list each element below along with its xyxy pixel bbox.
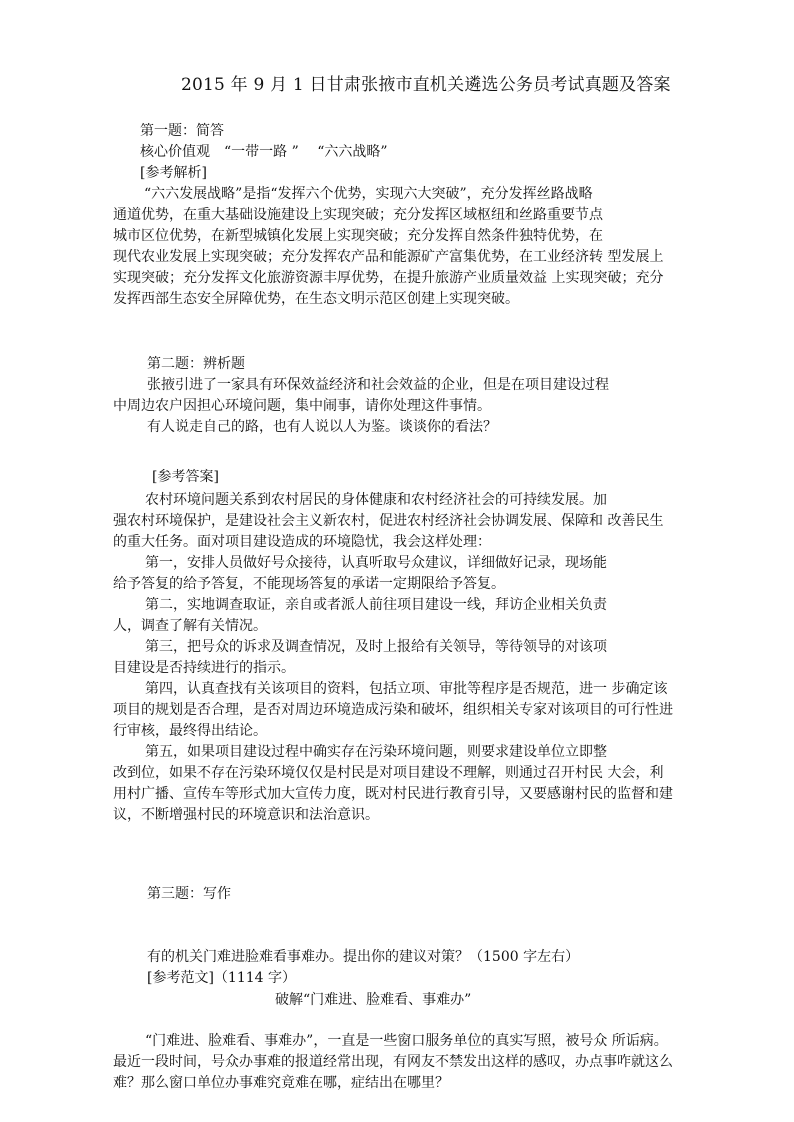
document-title: 2015 年 9 月 1 日甘肃张掖市直机关遴选公务员考试真题及答案	[181, 75, 671, 95]
q3-essay-line: “门难进、脸难看、事难办”，一直是一些窗口服务单位的真实写照，被号众 所诟病。	[145, 1033, 668, 1049]
q2-answer-line: 第五，如果项目建设过程中确实存在污染环境问题，则要求建设单位立即整	[145, 744, 607, 760]
q2-answer-line: 项目的规划是否合理，是否对周边环境造成污染和破坏，组织相关专家对该项目的可行性进	[113, 702, 673, 718]
q2-ref-label: [参考答案]	[152, 469, 219, 485]
q2-heading: 第二题：辨析题	[147, 356, 245, 372]
q3-prompt: 有的机关门难进脸难看事难办。提出你的建议对策？（1500 字左右）	[147, 949, 580, 965]
q2-answer-line: 第一，安排人员做好号众接待，认真听取号众建议，详细做好记录，现场能	[145, 555, 607, 571]
q1-line: 现代农业发展上实现突破；充分发挥农产品和能源矿产富集优势，在工业经济转 型发展上	[113, 249, 664, 265]
q2-answer-line: 行审核，最终得出结论。	[113, 723, 267, 739]
q3-essay-title: 破解“门难进、脸难看、事难办”	[275, 992, 472, 1008]
q1-line: 实现突破；充分发挥文化旅游资源丰厚优势，在提升旅游产业质量效益 上实现突破；充分	[113, 270, 664, 286]
q2-answer-line: 第四，认真查找有关该项目的资料，包括立项、审批等程序是否规范，进一 步确定该	[145, 681, 668, 697]
q2-answer-line: 目建设是否持续进行的指示。	[113, 660, 295, 676]
q2-answer-line: 改到位，如果不存在污染环境仅仅是村民是对项目建设不理解，则通过召开村民 大会，利	[113, 765, 664, 781]
q2-answer-line: 人，调查了解有关情况。	[113, 618, 267, 634]
q2-answer-line: 第二，实地调查取证，亲自或者派人前往项目建设一线，拜访企业相关负责	[145, 597, 607, 613]
q3-ref-label: [参考范文]（1114 字）	[147, 970, 297, 986]
q1-line: 通道优势，在重大基础设施建设上实现突破；充分发挥区域枢纽和丝路重要节点	[113, 207, 603, 223]
q2-answer-line: 议，不断增强村民的环境意识和法治意识。	[113, 807, 379, 823]
q1-heading: 第一题：简答	[140, 123, 224, 139]
q2-line: 张掖引进了一家具有环保效益经济和社会效益的企业，但是在项目建设过程	[147, 377, 609, 393]
q2-answer-line: 的重大任务。面对项目建设造成的环境隐忧，我会这样处理：	[113, 534, 491, 550]
q2-answer-line: 农村环境问题关系到农村居民的身体健康和农村经济社会的可持续发展。加	[145, 492, 607, 508]
q1-line: 发挥西部生态安全屏障优势，在生态文明示范区创建上实现突破。	[113, 291, 519, 307]
q2-answer-line: 强农村环境保护，是建设社会主义新农村，促进农村经济社会协调发展、保障和 改善民生	[113, 513, 664, 529]
q2-line: 中周边农户因担心环境问题，集中闹事，请你处理这件事情。	[113, 398, 491, 414]
q3-heading: 第三题：写作	[147, 886, 231, 902]
q2-answer-line: 给予答复的给予答复，不能现场答复的承诺一定期限给予答复。	[113, 576, 505, 592]
q3-essay-line: 最近一段时间，号众办事难的报道经常出现，有网友不禁发出这样的感叹，办点事咋就这么	[113, 1054, 673, 1070]
q1-ref-label: [参考解析]	[140, 165, 207, 181]
q1-line: “六六发展战略”是指“发挥六个优势，实现六大突破”，充分发挥丝路战略	[144, 186, 593, 202]
q1-line: 城市区位优势，在新型城镇化发展上实现突破；充分发挥自然条件独特优势，在	[113, 228, 603, 244]
q2-answer-line: 用村广播、宣传车等形式加大宣传力度，既对村民进行教育引导，又要感谢村民的监督和建	[113, 786, 673, 802]
q3-essay-line: 难？那么窗口单位办事难究竟难在哪，症结出在哪里？	[113, 1075, 449, 1091]
q1-items: 核心价值观 “一带一路 ” “六六战略”	[140, 144, 388, 160]
q2-answer-line: 第三，把号众的诉求及调查情况，及时上报给有关领导，等待领导的对该项	[145, 639, 607, 655]
q2-line: 有人说走自己的路，也有人说以人为鉴。谈谈你的看法？	[147, 419, 497, 435]
